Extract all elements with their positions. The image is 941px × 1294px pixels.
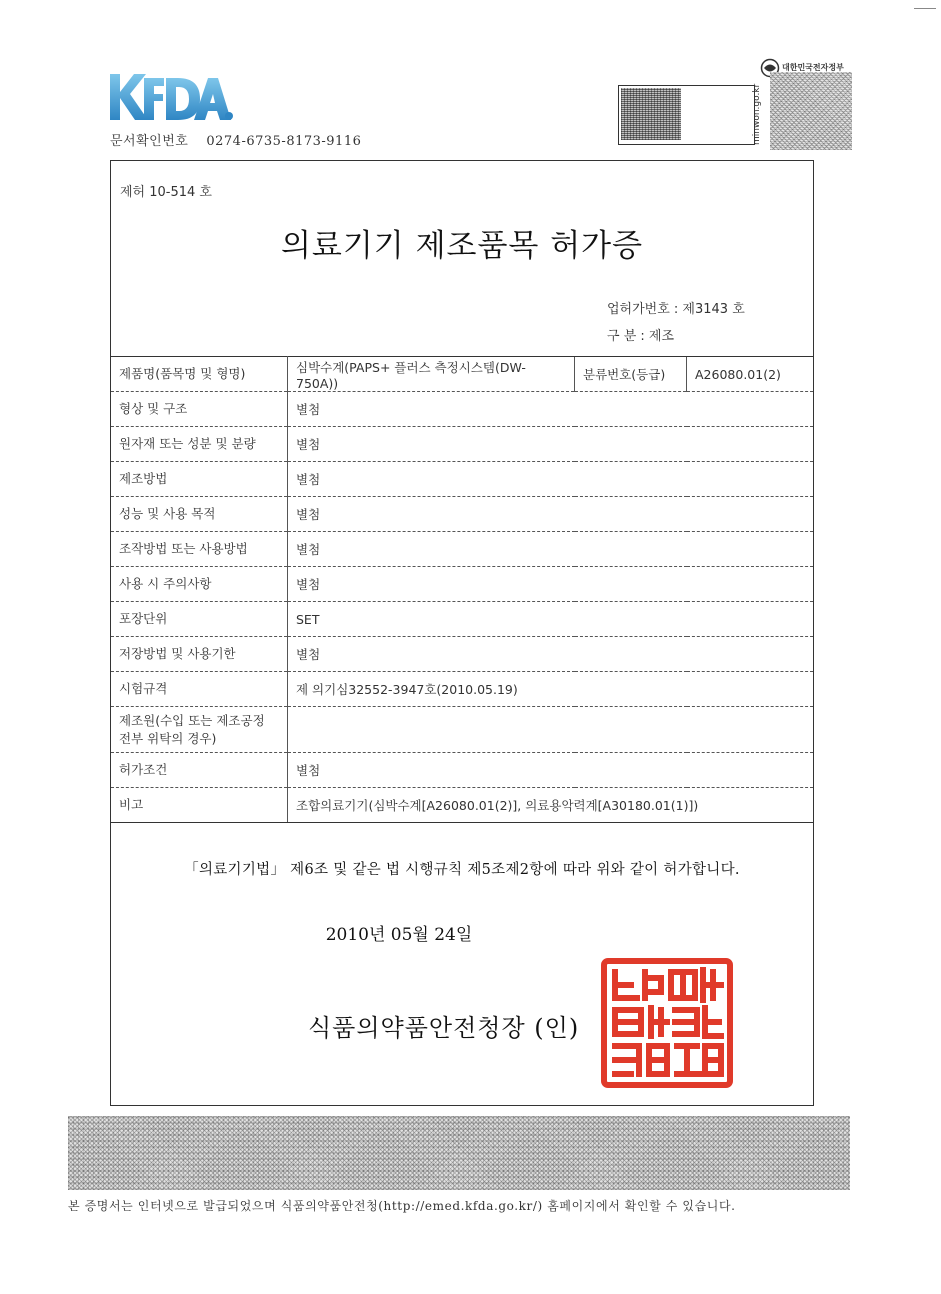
- table-row: [111, 602, 813, 637]
- table-row: [111, 707, 813, 753]
- row-value: 별첨: [288, 532, 814, 567]
- row-label: 시험규격: [111, 672, 288, 707]
- table-row: [111, 753, 813, 788]
- table-row: [111, 532, 813, 567]
- row-value: [288, 707, 814, 753]
- row-value: 별첨: [288, 392, 814, 427]
- footer-note: 본 증명서는 인터넷으로 발급되었으며 식품의약품안전청(http://emed.kfda.go.kr/) 홈페이지에서 확인할 수 있습니다.: [68, 1199, 736, 1213]
- table-row: [111, 567, 813, 602]
- classification-label: 분류번호(등급): [575, 357, 687, 392]
- row-label: 사용 시 주의사항: [111, 567, 288, 602]
- table-row: [111, 427, 813, 462]
- doc-check-value: 0274-6735-8173-9116: [206, 134, 362, 149]
- security-pattern-top: [770, 72, 852, 150]
- row-value: 제 의기심32552-3947호(2010.05.19): [288, 672, 814, 707]
- row-label: 성능 및 사용 목적: [111, 497, 288, 532]
- row-value: 별첨: [288, 753, 814, 788]
- kfda-logo: [108, 66, 233, 126]
- barcode-pattern-overlay: [621, 88, 681, 140]
- row-value: 별첨: [288, 637, 814, 672]
- row-label: 조작방법 또는 사용방법: [111, 532, 288, 567]
- row-value: 심박수계(PAPS+ 플러스 측정시스템(DW-750A)): [288, 357, 575, 392]
- table-row: [111, 357, 813, 392]
- official-seal-icon: [601, 958, 733, 1088]
- row-value: 별첨: [288, 462, 814, 497]
- row-value: SET: [288, 602, 814, 637]
- issue-date: 2010년 05월 24일: [325, 925, 473, 945]
- row-label: 형상 및 구조: [111, 392, 288, 427]
- document-check-number: [110, 130, 361, 149]
- row-label: 제품명(품목명 및 형명): [111, 357, 288, 392]
- division-label: 구 분 : 제조: [607, 329, 675, 344]
- product-info-table: [111, 356, 813, 823]
- row-label: 제조원(수입 또는 제조공정 전부 위탁의 경우): [111, 707, 288, 753]
- row-label: 원자재 또는 성분 및 분량: [111, 427, 288, 462]
- table-row: [111, 788, 813, 823]
- table-row: [111, 497, 813, 532]
- row-value: 별첨: [288, 567, 814, 602]
- permit-number: 제허 10-514 호: [120, 185, 212, 200]
- row-label: 제조방법: [111, 462, 288, 497]
- table-row: [111, 637, 813, 672]
- row-label: 비고: [111, 788, 288, 823]
- legal-statement: 「의료기기법」 제6조 및 같은 법 시행규칙 제5조제2항에 따라 위와 같이 허가합니다.: [184, 862, 740, 878]
- security-pattern-bottom: [68, 1116, 850, 1190]
- table-row: [111, 392, 813, 427]
- egov-label: 대한민국전자정부: [782, 63, 844, 72]
- row-label: 저장방법 및 사용기한: [111, 637, 288, 672]
- table-row: [111, 462, 813, 497]
- classification-value: A26080.01(2): [687, 357, 814, 392]
- row-value: 별첨: [288, 497, 814, 532]
- row-label: 포장단위: [111, 602, 288, 637]
- scan-corner-mark: [914, 8, 936, 9]
- barcode-box: [618, 85, 755, 145]
- certificate-title: 의료기기 제조품목 허가증: [280, 228, 644, 264]
- row-value: 별첨: [288, 427, 814, 462]
- minwon-site-label: minwon.go.kr: [752, 83, 762, 145]
- doc-check-label: 문서확인번호: [110, 134, 189, 149]
- table-row: [111, 672, 813, 707]
- row-label: 허가조건: [111, 753, 288, 788]
- business-permit-number: 업허가번호 : 제3143 호: [607, 302, 745, 317]
- row-value: 조합의료기기(심박수계[A26080.01(2)], 의료용악력계[A30180.01(1)]): [288, 788, 814, 823]
- issuer-name: 식품의약품안전청장 (인): [308, 1014, 580, 1042]
